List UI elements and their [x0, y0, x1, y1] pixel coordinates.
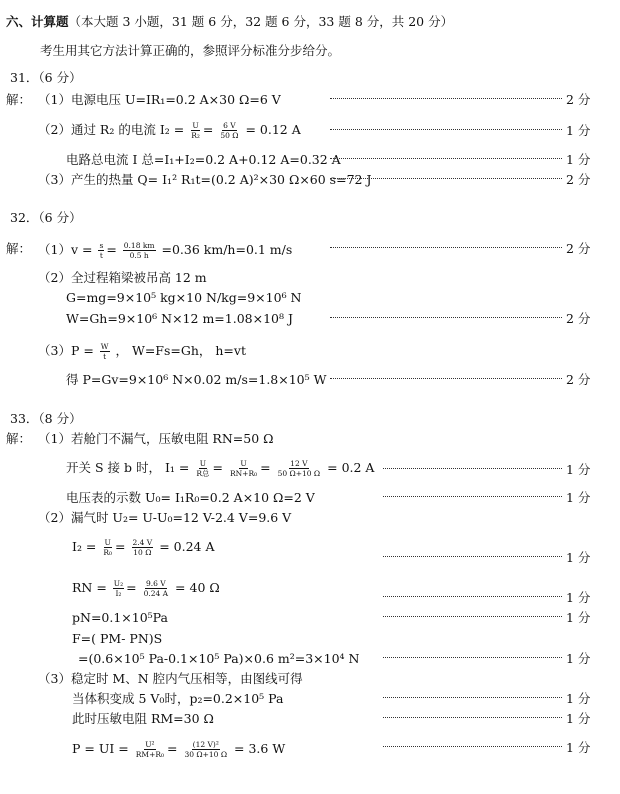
section-heading: 六、计算题 — [6, 14, 69, 29]
q33-step2e: =(0.6×10⁵ Pa-0.1×10⁵ Pa)×0.6 m²=3×10⁴ N — [78, 651, 360, 666]
q31-step1-eq: U=IR₁=0.2 A×30 Ω=6 V — [124, 92, 281, 107]
q32-step2: （2）全过程箱梁被吊高 12 m — [38, 270, 207, 285]
q33-step2b-result: = 40 Ω — [175, 580, 220, 595]
fraction: $\frac{2.4 V}{10 \Omega}$ — [132, 538, 153, 557]
q33-step3c: P = UI = $\frac{\text{U²}}{\text{RM+R₀}}$ = $\frac{\text{(12 V)²}}{30 \Omega+10 \Omega}$ = 3.6 W — [72, 740, 286, 759]
q33-step2a-score: 1 分 — [566, 550, 591, 565]
fraction: $\frac{s}{t}$ — [99, 241, 104, 260]
q32-step3 — [38, 342, 246, 361]
q31-step2-result: = 0.12 A — [245, 122, 301, 137]
q33-step2a-result: = 0.24 A — [159, 539, 215, 554]
q31-step3-score: 2 分 — [566, 172, 591, 187]
section-header — [6, 14, 453, 30]
q33-step1b-score: 1 分 — [566, 490, 591, 505]
q33-step3b: 此时压敏电阻 RM=30 Ω — [72, 711, 214, 726]
fraction: $\frac{U}{\text{RN+R₀}}$ — [229, 459, 258, 478]
q31-step2: （2）通过 R₂ 的电流 I₂ = $\frac{U}{\text{R₂}}$ = $\frac{6 V}{50 \Omega}$ = 0.12 A — [38, 121, 301, 140]
q33-step3: （3）稳定时 M、N 腔内气压相等，由图线可得 — [38, 671, 303, 686]
q32-step3-score: 2 分 — [566, 372, 591, 387]
fraction: $\frac{U}{\text{R₂}}$ — [191, 121, 200, 140]
section-note: （本大题 3 小题，31 题 6 分，32 题 6 分，33 题 8 分，共 20 分） — [68, 14, 454, 29]
q33-step1a-lhs: I₁ = — [164, 460, 190, 475]
q32-step1-score: 2 分 — [566, 241, 591, 256]
q31-step1 — [38, 92, 281, 108]
q33-header: 33．（8 分） — [10, 411, 82, 426]
fraction: $\frac{W}{t}$ — [100, 342, 109, 361]
q33-jie: 解： — [6, 431, 32, 446]
q33-step2b: RN = $\frac{\text{U₂}}{\text{I₂}}$ = $\frac{9.6 V}{0.24 A}$ = 40 Ω — [72, 579, 220, 598]
q32-step1-result: =0.36 km/h=0.1 m/s — [161, 242, 293, 257]
q33-step2: （2）漏气时 U₂= U-U₀=12 V-2.4 V=9.6 V — [38, 510, 292, 525]
q33-step2c: pN=0.1×10⁵Pa — [72, 610, 168, 625]
q32-step1-prefix: （1）v = — [38, 242, 93, 257]
q32-step2-score: 2 分 — [566, 311, 591, 326]
q33-step2b-score: 1 分 — [566, 590, 591, 605]
q32-step1: （1）v = $\frac{s}{t}$ = $\frac{0.18 km}{0.5 h}$ =0.36 km/h=0.1 m/s — [38, 241, 293, 260]
fraction: $\frac{0.18 km}{0.5 h}$ — [123, 241, 155, 260]
q31-step1-prefix: （1）电源电压 — [38, 92, 121, 107]
q33-step1a: 开关 S 接 b 时， I₁ = $\frac{U}{\text{R总}}$ = $\frac{U}{\text{RN+R₀}}$ = $\frac{12 V}{50 \Omega+10 \Omega}$ = 0.2 A — [66, 459, 375, 478]
q33-step2b-lhs: RN = — [72, 580, 107, 595]
q32-step3-prefix: （3）P = — [38, 343, 94, 358]
q32-step2-g: G=mg=9×10⁵ kg×10 N/kg=9×10⁶ N — [66, 290, 302, 305]
q33-step2a-lhs: I₂ = — [72, 539, 97, 554]
q31-step2-lhs: I₂ = — [159, 122, 185, 137]
q33-step3a: 当体积变成 5 V₀时，p₂=0.2×10⁵ Pa — [72, 691, 284, 706]
q32-step3-rest: ， W=Fs=Gh， h=vt — [115, 343, 246, 358]
q32-step3b: 得 P=Gv=9×10⁶ N×0.02 m/s=1.8×10⁵ W — [66, 372, 327, 387]
fraction: $\frac{U}{\text{R₀}}$ — [103, 538, 113, 557]
fraction: $\frac{\text{U₂}}{\text{I₂}}$ — [113, 579, 124, 598]
q33-step3c-score: 1 分 — [566, 740, 591, 755]
q32-header: 32．（6 分） — [10, 210, 82, 225]
q31-step2-score: 1 分 — [566, 123, 591, 138]
fraction: $\frac{\text{(12 V)²}}{30 \Omega+10 \Omega}$ — [184, 740, 228, 759]
fraction: $\frac{12 V}{50 \Omega+10 \Omega}$ — [277, 459, 321, 478]
q33-step3c-result: = 3.6 W — [234, 741, 286, 756]
q31-step3: （3）产生的热量 Q= I₁² R₁t=(0.2 A)²×30 Ω×60 s=72 J — [38, 172, 372, 187]
q31-jie: 解： — [6, 92, 32, 107]
q32-jie: 解： — [6, 241, 32, 256]
q33-step3c-lhs: P = UI = — [72, 741, 129, 756]
q33-step1a-result: = 0.2 A — [327, 460, 375, 475]
q31-step1-score: 2 分 — [566, 92, 591, 107]
q33-step2a: I₂ = $\frac{U}{\text{R₀}}$ = $\frac{2.4 V}{10 \Omega}$ = 0.24 A — [72, 538, 215, 557]
q33-step1: （1）若舱门不漏气，压敏电阻 RN=50 Ω — [38, 431, 274, 446]
q33-step2d: F=( PM- PN)S — [72, 631, 163, 646]
q33-step2e-score: 1 分 — [566, 651, 591, 666]
q33-step2c-score: 1 分 — [566, 610, 591, 625]
q31-step2-prefix: （2）通过 R₂ 的电流 — [38, 122, 156, 137]
q33-step1a-prefix: 开关 S 接 b 时， — [66, 460, 161, 475]
q33-step3b-score: 1 分 — [566, 711, 591, 726]
q31-step2b: 电路总电流 I 总=I₁+I₂=0.2 A+0.12 A=0.32 A — [66, 152, 341, 167]
fraction: $\frac{6 V}{50 \Omega}$ — [220, 121, 239, 140]
q33-step1a-score: 1 分 — [566, 462, 591, 477]
q31-header: 31．（6 分） — [10, 70, 82, 85]
q33-step3a-score: 1 分 — [566, 691, 591, 706]
fraction: $\frac{9.6 V}{0.24 A}$ — [143, 579, 169, 598]
q31-step2b-score: 1 分 — [566, 152, 591, 167]
q33-step1b: 电压表的示数 U₀= I₁R₀=0.2 A×10 Ω=2 V — [66, 490, 315, 505]
fraction: $\frac{\text{U²}}{\text{RM+R₀}}$ — [135, 740, 165, 759]
section-instruction: 考生用其它方法计算正确的，参照评分标准分步给分。 — [40, 43, 341, 58]
q32-step2-w: W=Gh=9×10⁶ N×12 m=1.08×10⁸ J — [66, 311, 293, 326]
fraction: $\frac{U}{\text{R总}}$ — [196, 459, 210, 478]
